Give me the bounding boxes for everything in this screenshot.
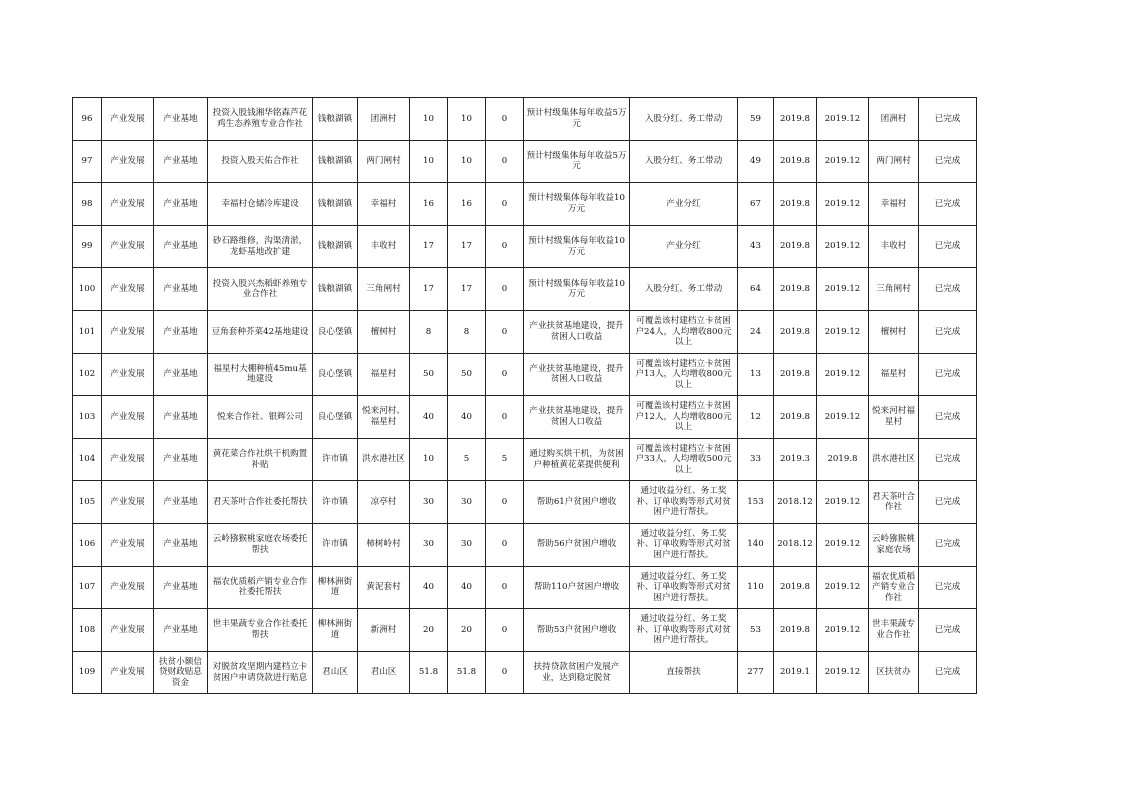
cell-category: 产业发展	[102, 609, 154, 652]
cell-total-funds: 10	[410, 98, 448, 141]
cell-village: 福星村	[358, 353, 410, 396]
table-row	[73, 353, 977, 396]
cell-total-funds: 50	[410, 353, 448, 396]
cell-other-funds: 0	[486, 651, 524, 694]
table-row	[73, 183, 977, 226]
cell-status: 已完成	[919, 651, 977, 694]
cell-town: 君山区	[313, 651, 358, 694]
cell-responsible-unit: 丰收村	[869, 225, 919, 268]
cell-project-name: 君天茶叶合作社委托帮扶	[208, 481, 313, 524]
cell-subcategory: 产业基地	[154, 310, 208, 353]
cell-total-funds: 51.8	[410, 651, 448, 694]
cell-central-funds: 40	[448, 566, 486, 609]
cell-town: 良心堡镇	[313, 353, 358, 396]
cell-project-name: 对脱贫攻坚期内建档立卡贫困户申请贷款进行贴息	[208, 651, 313, 694]
cell-other-funds: 0	[486, 566, 524, 609]
cell-other-funds: 0	[486, 481, 524, 524]
cell-category: 产业发展	[102, 310, 154, 353]
cell-benefit-goal: 帮助53户贫困户增收	[524, 609, 630, 652]
cell-total-funds: 40	[410, 566, 448, 609]
cell-end-date: 2019.12	[817, 183, 869, 226]
cell-benefit-goal: 帮助61户贫困户增收	[524, 481, 630, 524]
cell-start-date: 2019.1	[774, 651, 817, 694]
cell-central-funds: 51.8	[448, 651, 486, 694]
cell-subcategory: 产业基地	[154, 140, 208, 183]
cell-benefit-goal: 产业扶贫基地建设，提升贫困人口收益	[524, 353, 630, 396]
cell-project-name: 投资入股天佑合作社	[208, 140, 313, 183]
cell-responsible-unit: 两门闸村	[869, 140, 919, 183]
cell-other-funds: 0	[486, 140, 524, 183]
cell-end-date: 2019.12	[817, 396, 869, 439]
cell-start-date: 2019.8	[774, 225, 817, 268]
cell-start-date: 2018.12	[774, 523, 817, 566]
cell-start-date: 2019.8	[774, 566, 817, 609]
cell-beneficiaries: 140	[738, 523, 774, 566]
cell-benefit-mode: 入股分红、务工带动	[630, 268, 738, 311]
cell-status: 已完成	[919, 140, 977, 183]
cell-status: 已完成	[919, 396, 977, 439]
cell-village: 团洲村	[358, 98, 410, 141]
cell-other-funds: 0	[486, 609, 524, 652]
cell-status: 已完成	[919, 609, 977, 652]
cell-total-funds: 8	[410, 310, 448, 353]
cell-total-funds: 30	[410, 481, 448, 524]
cell-town: 良心堡镇	[313, 396, 358, 439]
cell-total-funds: 17	[410, 225, 448, 268]
cell-beneficiaries: 49	[738, 140, 774, 183]
table-row	[73, 310, 977, 353]
cell-responsible-unit: 幸福村	[869, 183, 919, 226]
cell-end-date: 2019.12	[817, 651, 869, 694]
cell-subcategory: 产业基地	[154, 481, 208, 524]
cell-responsible-unit: 君天茶叶合作社	[869, 481, 919, 524]
cell-benefit-goal: 产业扶贫基地建设，提升贫困人口收益	[524, 310, 630, 353]
cell-other-funds: 0	[486, 225, 524, 268]
cell-responsible-unit: 区扶贫办	[869, 651, 919, 694]
cell-benefit-goal: 预计村级集体每年收益5万元	[524, 140, 630, 183]
cell-central-funds: 20	[448, 609, 486, 652]
cell-subcategory: 产业基地	[154, 566, 208, 609]
cell-benefit-goal: 预计村级集体每年收益10万元	[524, 225, 630, 268]
cell-benefit-goal: 帮助56户贫困户增收	[524, 523, 630, 566]
cell-benefit-goal: 帮助110户贫困户增收	[524, 566, 630, 609]
cell-beneficiaries: 277	[738, 651, 774, 694]
cell-project-name: 福星村大棚种植45mu基地建设	[208, 353, 313, 396]
cell-end-date: 2019.12	[817, 609, 869, 652]
cell-subcategory: 产业基地	[154, 438, 208, 481]
cell-row-number: 103	[73, 396, 102, 439]
cell-beneficiaries: 43	[738, 225, 774, 268]
cell-row-number: 107	[73, 566, 102, 609]
table-row	[73, 651, 977, 694]
cell-end-date: 2019.12	[817, 98, 869, 141]
cell-beneficiaries: 13	[738, 353, 774, 396]
cell-benefit-mode: 可覆盖该村建档立卡贫困户12人，人均增收800元以上	[630, 396, 738, 439]
cell-start-date: 2019.8	[774, 310, 817, 353]
cell-beneficiaries: 24	[738, 310, 774, 353]
cell-row-number: 99	[73, 225, 102, 268]
cell-central-funds: 40	[448, 396, 486, 439]
cell-end-date: 2019.12	[817, 523, 869, 566]
cell-village: 檀树村	[358, 310, 410, 353]
cell-responsible-unit: 团洲村	[869, 98, 919, 141]
cell-row-number: 98	[73, 183, 102, 226]
cell-category: 产业发展	[102, 183, 154, 226]
cell-benefit-goal: 产业扶贫基地建设，提升贫困人口收益	[524, 396, 630, 439]
cell-category: 产业发展	[102, 396, 154, 439]
cell-category: 产业发展	[102, 523, 154, 566]
cell-beneficiaries: 153	[738, 481, 774, 524]
cell-row-number: 96	[73, 98, 102, 141]
cell-responsible-unit: 福星村	[869, 353, 919, 396]
cell-village: 三角闸村	[358, 268, 410, 311]
cell-start-date: 2019.3	[774, 438, 817, 481]
cell-town: 柳林洲街道	[313, 609, 358, 652]
cell-start-date: 2019.8	[774, 353, 817, 396]
cell-category: 产业发展	[102, 98, 154, 141]
cell-town: 柳林洲街道	[313, 566, 358, 609]
cell-project-name: 悦来合作社、银辉公司	[208, 396, 313, 439]
cell-beneficiaries: 12	[738, 396, 774, 439]
cell-responsible-unit: 福农优质稻产销专业合作社	[869, 566, 919, 609]
cell-benefit-mode: 产业分红	[630, 183, 738, 226]
cell-other-funds: 0	[486, 98, 524, 141]
cell-project-name: 投资入股兴杰稻虾养殖专业合作社	[208, 268, 313, 311]
cell-status: 已完成	[919, 268, 977, 311]
cell-status: 已完成	[919, 566, 977, 609]
cell-central-funds: 17	[448, 268, 486, 311]
table-row	[73, 225, 977, 268]
cell-village: 幸福村	[358, 183, 410, 226]
cell-benefit-mode: 产业分红	[630, 225, 738, 268]
cell-end-date: 2019.12	[817, 566, 869, 609]
cell-total-funds: 40	[410, 396, 448, 439]
cell-end-date: 2019.12	[817, 481, 869, 524]
cell-total-funds: 17	[410, 268, 448, 311]
cell-village: 黄泥套村	[358, 566, 410, 609]
cell-total-funds: 10	[410, 140, 448, 183]
table-row	[73, 481, 977, 524]
cell-end-date: 2019.12	[817, 140, 869, 183]
cell-row-number: 105	[73, 481, 102, 524]
cell-row-number: 102	[73, 353, 102, 396]
cell-category: 产业发展	[102, 225, 154, 268]
cell-village: 凉亭村	[358, 481, 410, 524]
cell-project-name: 投资入股钱湘华铭森芦花鸡生态养殖专业合作社	[208, 98, 313, 141]
cell-town: 钱粮湖镇	[313, 225, 358, 268]
cell-town: 钱粮湖镇	[313, 183, 358, 226]
cell-village: 君山区	[358, 651, 410, 694]
cell-status: 已完成	[919, 98, 977, 141]
cell-row-number: 109	[73, 651, 102, 694]
table-row	[73, 566, 977, 609]
cell-benefit-goal: 预计村级集体每年收益10万元	[524, 183, 630, 226]
cell-project-name: 福农优质稻产销专业合作社委托帮扶	[208, 566, 313, 609]
cell-benefit-goal: 通过购买烘干机，为贫困户种植黄花菜提供便利	[524, 438, 630, 481]
cell-benefit-mode: 可覆盖该村建档立卡贫困户33人，人均增收500元以上	[630, 438, 738, 481]
cell-benefit-mode: 入股分红、务工带动	[630, 140, 738, 183]
cell-category: 产业发展	[102, 481, 154, 524]
cell-category: 产业发展	[102, 353, 154, 396]
cell-beneficiaries: 110	[738, 566, 774, 609]
cell-project-name: 世丰果蔬专业合作社委托帮扶	[208, 609, 313, 652]
cell-category: 产业发展	[102, 438, 154, 481]
cell-subcategory: 产业基地	[154, 353, 208, 396]
cell-beneficiaries: 53	[738, 609, 774, 652]
cell-start-date: 2019.8	[774, 98, 817, 141]
cell-project-name: 幸福村仓储冷库建设	[208, 183, 313, 226]
cell-benefit-mode: 通过收益分红、务工奖补、订单收购等形式对贫困户进行帮扶。	[630, 523, 738, 566]
cell-benefit-goal: 扶持贷款贫困户发展产业，达到稳定脱贫	[524, 651, 630, 694]
cell-subcategory: 产业基地	[154, 183, 208, 226]
table-row	[73, 523, 977, 566]
cell-end-date: 2019.8	[817, 438, 869, 481]
cell-beneficiaries: 67	[738, 183, 774, 226]
cell-town: 许市镇	[313, 481, 358, 524]
cell-central-funds: 10	[448, 98, 486, 141]
table-row	[73, 98, 977, 141]
cell-row-number: 104	[73, 438, 102, 481]
cell-status: 已完成	[919, 183, 977, 226]
cell-total-funds: 30	[410, 523, 448, 566]
cell-responsible-unit: 云岭猕猴桃家庭农场	[869, 523, 919, 566]
cell-other-funds: 0	[486, 310, 524, 353]
cell-category: 产业发展	[102, 566, 154, 609]
cell-village: 柿树岭村	[358, 523, 410, 566]
table-row	[73, 396, 977, 439]
cell-status: 已完成	[919, 310, 977, 353]
cell-status: 已完成	[919, 523, 977, 566]
cell-central-funds: 17	[448, 225, 486, 268]
cell-start-date: 2019.8	[774, 396, 817, 439]
cell-beneficiaries: 59	[738, 98, 774, 141]
cell-project-name: 黄花菜合作社烘干机购置补贴	[208, 438, 313, 481]
cell-central-funds: 8	[448, 310, 486, 353]
cell-row-number: 106	[73, 523, 102, 566]
cell-status: 已完成	[919, 225, 977, 268]
cell-row-number: 101	[73, 310, 102, 353]
cell-benefit-mode: 通过收益分红、务工奖补、订单收购等形式对贫困户进行帮扶。	[630, 481, 738, 524]
cell-town: 钱粮湖镇	[313, 140, 358, 183]
cell-other-funds: 0	[486, 268, 524, 311]
cell-row-number: 97	[73, 140, 102, 183]
cell-benefit-mode: 通过收益分红、务工奖补、订单收购等形式对贫困户进行帮扶。	[630, 609, 738, 652]
cell-total-funds: 20	[410, 609, 448, 652]
cell-central-funds: 5	[448, 438, 486, 481]
cell-benefit-goal: 预计村级集体每年收益10万元	[524, 268, 630, 311]
cell-responsible-unit: 悦来河村福星村	[869, 396, 919, 439]
cell-total-funds: 10	[410, 438, 448, 481]
cell-town: 许市镇	[313, 523, 358, 566]
cell-project-name: 云岭猕猴桃家庭农场委托帮扶	[208, 523, 313, 566]
cell-subcategory: 扶贫小额信贷财政贴息资金	[154, 651, 208, 694]
table-row	[73, 438, 977, 481]
table-body	[73, 98, 977, 694]
cell-start-date: 2019.8	[774, 268, 817, 311]
cell-project-name: 砂石路维修，沟渠清淤，龙虾基地改扩建	[208, 225, 313, 268]
cell-start-date: 2018.12	[774, 481, 817, 524]
cell-village: 两门闸村	[358, 140, 410, 183]
cell-benefit-mode: 入股分红、务工带动	[630, 98, 738, 141]
cell-beneficiaries: 33	[738, 438, 774, 481]
cell-category: 产业发展	[102, 140, 154, 183]
cell-other-funds: 0	[486, 396, 524, 439]
cell-central-funds: 50	[448, 353, 486, 396]
cell-project-name: 豆角套种芥菜42基地建设	[208, 310, 313, 353]
cell-beneficiaries: 64	[738, 268, 774, 311]
cell-village: 悦来河村、福星村	[358, 396, 410, 439]
cell-status: 已完成	[919, 353, 977, 396]
cell-subcategory: 产业基地	[154, 609, 208, 652]
cell-end-date: 2019.12	[817, 310, 869, 353]
cell-other-funds: 5	[486, 438, 524, 481]
cell-responsible-unit: 檀树村	[869, 310, 919, 353]
cell-benefit-mode: 可覆盖该村建档立卡贫困户13人，人均增收800元以上	[630, 353, 738, 396]
cell-status: 已完成	[919, 481, 977, 524]
cell-category: 产业发展	[102, 268, 154, 311]
cell-benefit-goal: 预计村级集体每年收益5万元	[524, 98, 630, 141]
cell-subcategory: 产业基地	[154, 98, 208, 141]
cell-town: 良心堡镇	[313, 310, 358, 353]
table-row	[73, 140, 977, 183]
cell-village: 洪水港社区	[358, 438, 410, 481]
cell-subcategory: 产业基地	[154, 523, 208, 566]
cell-benefit-mode: 可覆盖该村建档立卡贫困户24人，人均增收800元以上	[630, 310, 738, 353]
cell-status: 已完成	[919, 438, 977, 481]
cell-town: 钱粮湖镇	[313, 98, 358, 141]
cell-responsible-unit: 世丰果蔬专业合作社	[869, 609, 919, 652]
cell-responsible-unit: 洪水港社区	[869, 438, 919, 481]
cell-end-date: 2019.12	[817, 225, 869, 268]
project-table	[72, 97, 977, 694]
cell-subcategory: 产业基地	[154, 268, 208, 311]
cell-other-funds: 0	[486, 183, 524, 226]
cell-village: 丰收村	[358, 225, 410, 268]
cell-benefit-mode: 直接帮扶	[630, 651, 738, 694]
cell-start-date: 2019.8	[774, 183, 817, 226]
cell-benefit-mode: 通过收益分红、务工奖补、订单收购等形式对贫困户进行帮扶。	[630, 566, 738, 609]
cell-village: 新洲村	[358, 609, 410, 652]
cell-start-date: 2019.8	[774, 140, 817, 183]
cell-other-funds: 0	[486, 523, 524, 566]
cell-category: 产业发展	[102, 651, 154, 694]
cell-central-funds: 30	[448, 481, 486, 524]
cell-central-funds: 30	[448, 523, 486, 566]
cell-end-date: 2019.12	[817, 353, 869, 396]
cell-row-number: 108	[73, 609, 102, 652]
cell-town: 钱粮湖镇	[313, 268, 358, 311]
cell-town: 许市镇	[313, 438, 358, 481]
table-row	[73, 268, 977, 311]
cell-responsible-unit: 三角闸村	[869, 268, 919, 311]
cell-end-date: 2019.12	[817, 268, 869, 311]
cell-central-funds: 10	[448, 140, 486, 183]
cell-start-date: 2019.8	[774, 609, 817, 652]
cell-subcategory: 产业基地	[154, 396, 208, 439]
table-row	[73, 609, 977, 652]
cell-central-funds: 16	[448, 183, 486, 226]
cell-row-number: 100	[73, 268, 102, 311]
cell-total-funds: 16	[410, 183, 448, 226]
cell-other-funds: 0	[486, 353, 524, 396]
cell-subcategory: 产业基地	[154, 225, 208, 268]
